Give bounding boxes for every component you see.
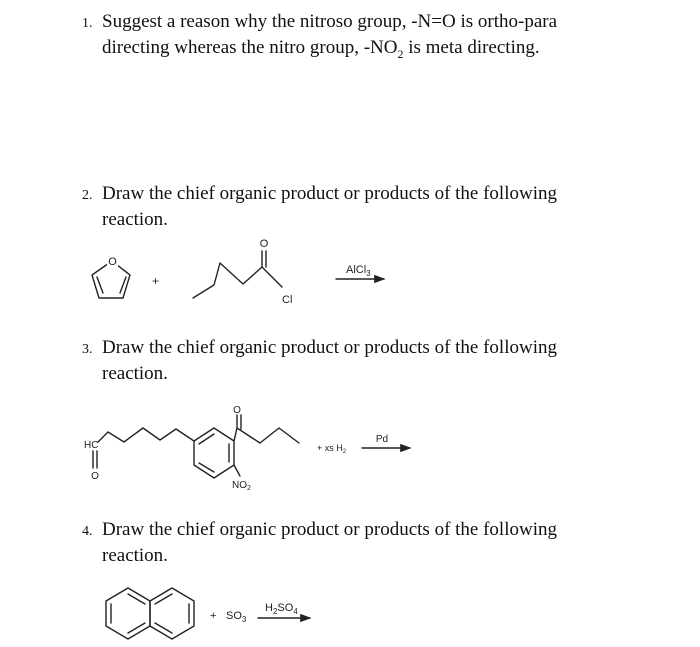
nitro-label: $NO_2$ bbox=[232, 480, 251, 492]
naphthalene-structure bbox=[106, 588, 194, 639]
question-number: 4. bbox=[82, 524, 93, 539]
question-number: 1. bbox=[82, 16, 93, 31]
aldehyde-oxygen-label: O bbox=[91, 471, 99, 482]
question-text-line2: reaction. bbox=[102, 209, 168, 230]
ketone-oxygen-label: O bbox=[233, 405, 241, 416]
question-text-line1: Draw the chief organic product or products of the following bbox=[102, 337, 557, 358]
question-text-line1: Draw the chief organic product or products of the following bbox=[102, 183, 557, 204]
chlorine-label: Cl bbox=[282, 294, 293, 306]
acyl-chloride-structure bbox=[193, 238, 292, 306]
hc-label: HC bbox=[84, 440, 99, 451]
question-text-line2: reaction. bbox=[102, 545, 168, 566]
plus-sign: + bbox=[210, 610, 217, 622]
h2so4-reagent: $H_2SO_4$ bbox=[265, 602, 298, 616]
question-text-line2: directing whereas the nitro group, $-NO_2$ is meta directing. bbox=[102, 37, 540, 61]
question-text-line1: Draw the chief organic product or products of the following bbox=[102, 519, 557, 540]
reagent-alcl3: AlCl$_3$ bbox=[346, 264, 371, 278]
furan-oxygen-label: O bbox=[108, 256, 117, 268]
question-number: 3. bbox=[82, 342, 93, 357]
pd-catalyst: Pd bbox=[375, 434, 389, 445]
xs-hydrogen-reagent: + xs $H_2$ bbox=[317, 443, 347, 455]
furan-structure bbox=[92, 255, 130, 298]
so3-reagent: $SO_3$ bbox=[226, 610, 247, 624]
nitro-ketone-aldehyde-structure bbox=[84, 405, 299, 492]
question-text-line1: Suggest a reason why the nitroso group, -N=O is ortho-para bbox=[102, 11, 558, 32]
plus-sign: + bbox=[152, 274, 160, 288]
question-text-line2: reaction. bbox=[102, 363, 168, 384]
question-number: 2. bbox=[82, 188, 93, 203]
carbonyl-oxygen-label: O bbox=[259, 238, 269, 250]
